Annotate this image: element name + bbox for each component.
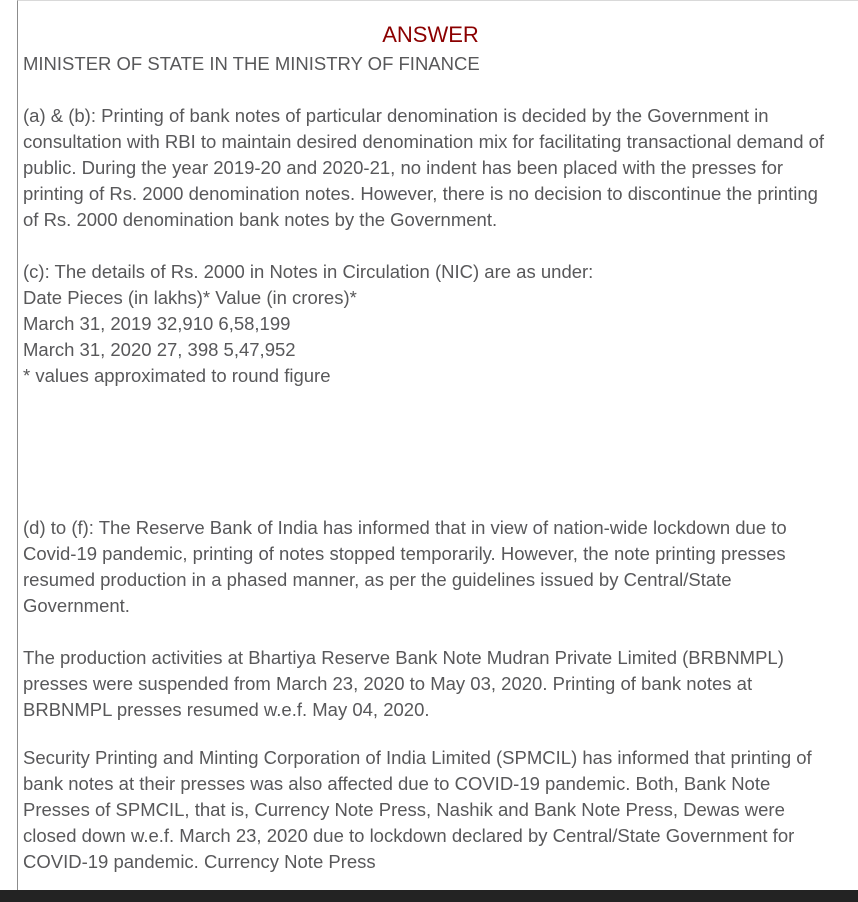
paragraph-brbnmpl: The production activities at Bhartiya Reserve Bank Note Mudran Private Limited (BRBNMPL) presses were suspended from March 23, 2020 to May 03, 2020. Printing of bank notes at BRBNMPL presses resumed w.e.f. May 04, 2020.	[23, 647, 784, 720]
nic-details-block	[23, 259, 838, 389]
nic-row-2019: March 31, 2019 32,910 6,58,199	[23, 313, 291, 334]
nic-footnote: * values approximated to round figure	[23, 365, 331, 386]
paragraph-a-b: (a) & (b): Printing of bank notes of particular denomination is decided by the Government in consultation with RBI to maintain desired denomination mix for facilitating transactional demand of public. During the year 2019-20 and 2020-21, no indent has been placed with the presses for printing of Rs. 2000 denomination notes. However, there is no decision to discontinue the printing of Rs. 2000 denomination bank notes by the Government.	[23, 105, 825, 230]
nic-intro-line: (c): The details of Rs. 2000 in Notes in Circulation (NIC) are as under:	[23, 261, 594, 282]
nic-row-2020: March 31, 2020 27, 398 5,47,952	[23, 339, 296, 360]
empty-gap	[23, 389, 838, 489]
paragraph-d-f: (d) to (f): The Reserve Bank of India has informed that in view of nation-wide lockdown due to Covid-19 pandemic, printing of notes stopped temporarily. However, the note printing presses resumed production in a phased manner, as per the guidelines issued by Central/State Government.	[23, 517, 787, 616]
answer-title: ANSWER	[382, 22, 479, 47]
nic-header-line: Date Pieces (in lakhs)* Value (in crores)*	[23, 287, 357, 308]
document-content-area	[17, 0, 858, 902]
bottom-crop-bar	[0, 890, 858, 902]
minister-heading: MINISTER OF STATE IN THE MINISTRY OF FINANCE	[23, 53, 480, 74]
paragraph-spmcil: Security Printing and Minting Corporation of India Limited (SPMCIL) has informed that printing of bank notes at their presses was also affected due to COVID-19 pandemic. Both, Bank Note Presses of SPMCIL, that is, Currency Note Press, Nashik and Bank Note Press, Dewas were closed down w.e.f. March 23, 2020 due to lockdown declared by Central/State Government for COVID-19 pandemic. Currency Note Press	[23, 747, 812, 872]
